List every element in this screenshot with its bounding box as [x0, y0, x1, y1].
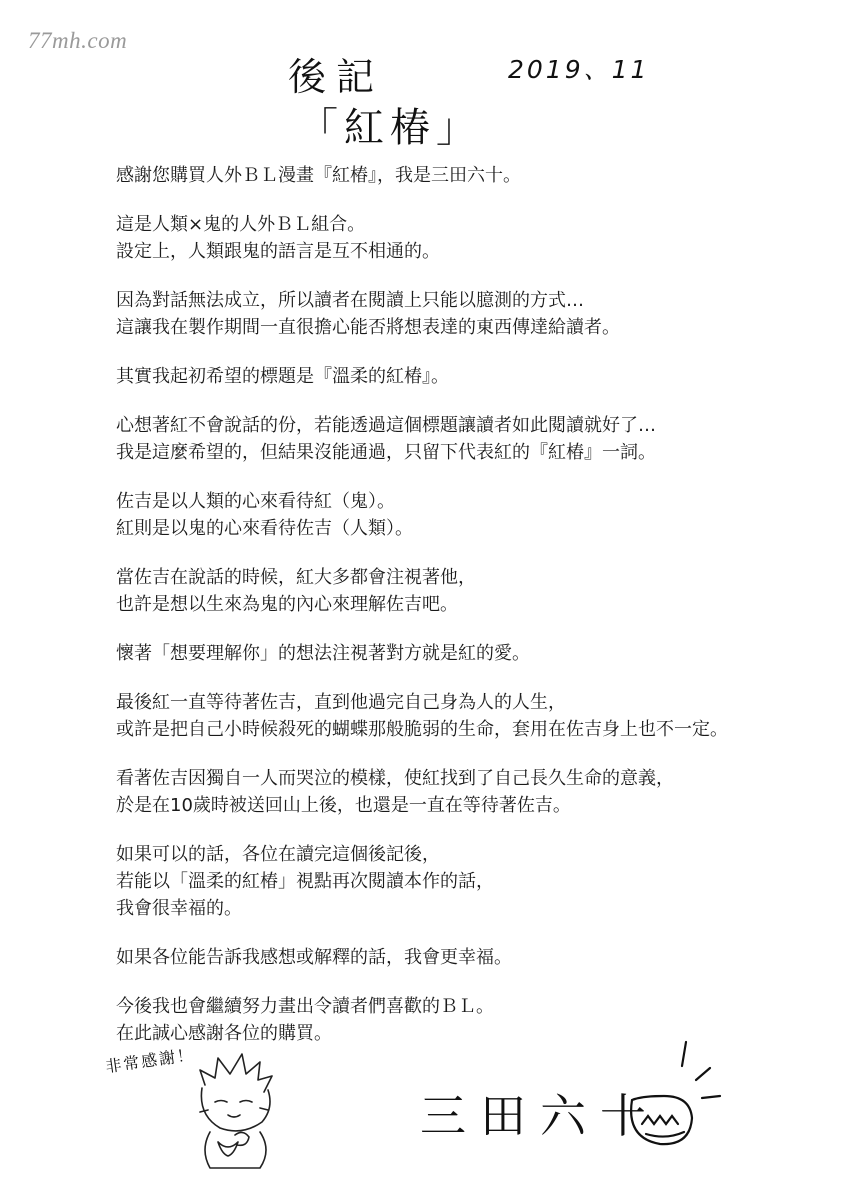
- work-title: 「紅椿」: [298, 105, 482, 151]
- paragraph: 心想著紅不會說話的份，若能透過這個標題讓讀者如此閱讀就好了… 我是這麼希望的，但結果沒能通過，只留下代表紅的『紅椿』一詞。: [116, 415, 656, 463]
- site-watermark: 77mh.com: [28, 28, 128, 53]
- paragraph: 今後我也會繼續努力畫出令讀者們喜歡的ＢＬ。 在此誠心感謝各位的購買。: [116, 996, 494, 1044]
- afterword-body: [116, 162, 816, 1069]
- thanks-note: 非常感謝！: [104, 1044, 197, 1077]
- paragraph: 因為對話無法成立，所以讀者在閱讀上只能以臆測的方式… 這讓我在製作期間一直很擔心能否將想表達的東西傳達給讀者。: [116, 290, 620, 338]
- author-chibi-drawing: [180, 1040, 290, 1175]
- paragraph: 佐吉是以人類的心來看待紅（鬼）。 紅則是以鬼的心來看待佐吉（人類）。: [116, 491, 413, 539]
- paragraph: 如果各位能告訴我感想或解釋的話，我會更幸福。: [116, 947, 512, 968]
- paragraph: 如果可以的話，各位在讀完這個後記後， 若能以「溫柔的紅椿」視點再次閱讀本作的話， 我會很幸福的。: [116, 844, 494, 919]
- paragraph: 最後紅一直等待著佐吉，直到他過完自己身為人的人生， 或許是把自己小時候殺死的蝴蝶那般脆弱的生命，套用在佐吉身上也不一定。: [116, 692, 728, 740]
- paragraph: 這是人類×鬼的人外ＢＬ組合。 設定上，人類跟鬼的語言是互不相通的。: [116, 214, 440, 262]
- date-label: 2019、11: [508, 55, 650, 84]
- author-signature: [420, 1040, 740, 1160]
- paragraph: 感謝您購買人外ＢＬ漫畫『紅椿』，我是三田六十。: [116, 165, 521, 186]
- paragraph: 當佐吉在說話的時候，紅大多都會注視著他， 也許是想以生來為鬼的內心來理解佐吉吧。: [116, 567, 476, 615]
- signature-text: 三田六十: [420, 1089, 660, 1143]
- paragraph: 看著佐吉因獨自一人而哭泣的模樣，使紅找到了自己長久生命的意義， 於是在10歲時被送回山上後，也還是一直在等待著佐吉。: [116, 768, 674, 816]
- page-title: 後記: [288, 55, 385, 99]
- paragraph: 懷著「想要理解你」的想法注視著對方就是紅的愛。: [116, 643, 530, 664]
- paragraph: 其實我起初希望的標題是『溫柔的紅椿』。: [116, 366, 449, 387]
